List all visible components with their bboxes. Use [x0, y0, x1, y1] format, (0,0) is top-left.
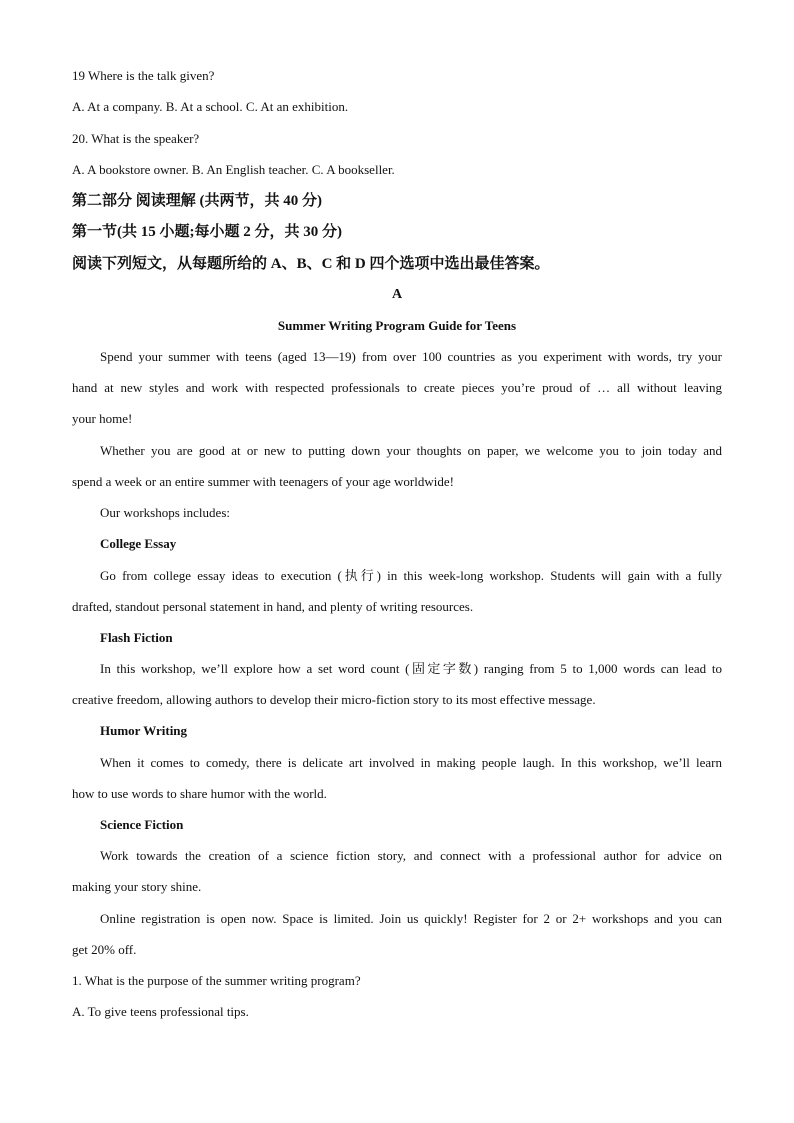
paragraph-line: In this workshop, we’ll explore how a set word count (固定字数) ranging from 5 to 1,000 words can lead to	[100, 661, 722, 676]
paragraph-line: making your story shine.	[72, 879, 202, 894]
paragraph-line: hand at new styles and work with respected professionals to create pieces you’re proud of … all without leaving	[72, 380, 722, 395]
question-19: 19 Where is the talk given?	[72, 68, 215, 83]
paragraph-line: Spend your summer with teens (aged 13—19) from over 100 countries as you experiment with words, try your	[100, 349, 722, 364]
question-1: 1. What is the purpose of the summer writing program?	[72, 973, 361, 988]
passage-title: Summer Writing Program Guide for Teens	[277, 318, 517, 333]
part-two-heading: 第二部分 阅读理解 (共两节，共 40 分)	[72, 193, 322, 209]
workshops-intro: Our workshops includes:	[100, 505, 230, 520]
paragraph-line: how to use words to share humor with the world.	[72, 786, 327, 801]
question-19-options: A. At a company. B. At a school. C. At an exhibition.	[72, 99, 349, 114]
paragraph-line: get 20% off.	[72, 942, 137, 957]
paragraph-line: Go from college essay ideas to execution (执行) in this week-long workshop. Students will gain with a fully	[100, 568, 722, 583]
passage-letter: A	[391, 287, 403, 302]
workshop-title-college-essay: College Essay	[100, 536, 177, 551]
paragraph-line: Whether you are good at or new to putting down your thoughts on paper, we welcome you to join today and	[100, 443, 722, 458]
question-20-options: A. A bookstore owner. B. An English teacher. C. A bookseller.	[72, 162, 395, 177]
section-one-heading: 第一节(共 15 小题;每小题 2 分，共 30 分)	[72, 224, 342, 240]
reading-instructions: 阅读下列短文，从每题所给的 A、B、C 和 D 四个选项中选出最佳答案。	[72, 256, 550, 272]
question-20: 20. What is the speaker?	[72, 131, 200, 146]
paragraph-line: When it comes to comedy, there is delicate art involved in making people laugh. In this workshop, we’ll learn	[100, 755, 722, 770]
question-1-option-a: A. To give teens professional tips.	[72, 1004, 249, 1019]
paragraph-line: Work towards the creation of a science fiction story, and connect with a professional author for advice on	[100, 848, 722, 863]
paragraph-line: spend a week or an entire summer with teenagers of your age worldwide!	[72, 474, 454, 489]
paragraph-line: creative freedom, allowing authors to develop their micro-fiction story to its most effective message.	[72, 692, 596, 707]
paragraph-line: Online registration is open now. Space is limited. Join us quickly! Register for 2 or 2+ workshops and you can	[100, 911, 722, 926]
paragraph-line: drafted, standout personal statement in hand, and plenty of writing resources.	[72, 599, 474, 614]
paragraph-line: your home!	[72, 411, 133, 426]
workshop-title-humor-writing: Humor Writing	[100, 723, 188, 738]
workshop-title-science-fiction: Science Fiction	[100, 817, 184, 832]
workshop-title-flash-fiction: Flash Fiction	[100, 630, 173, 645]
